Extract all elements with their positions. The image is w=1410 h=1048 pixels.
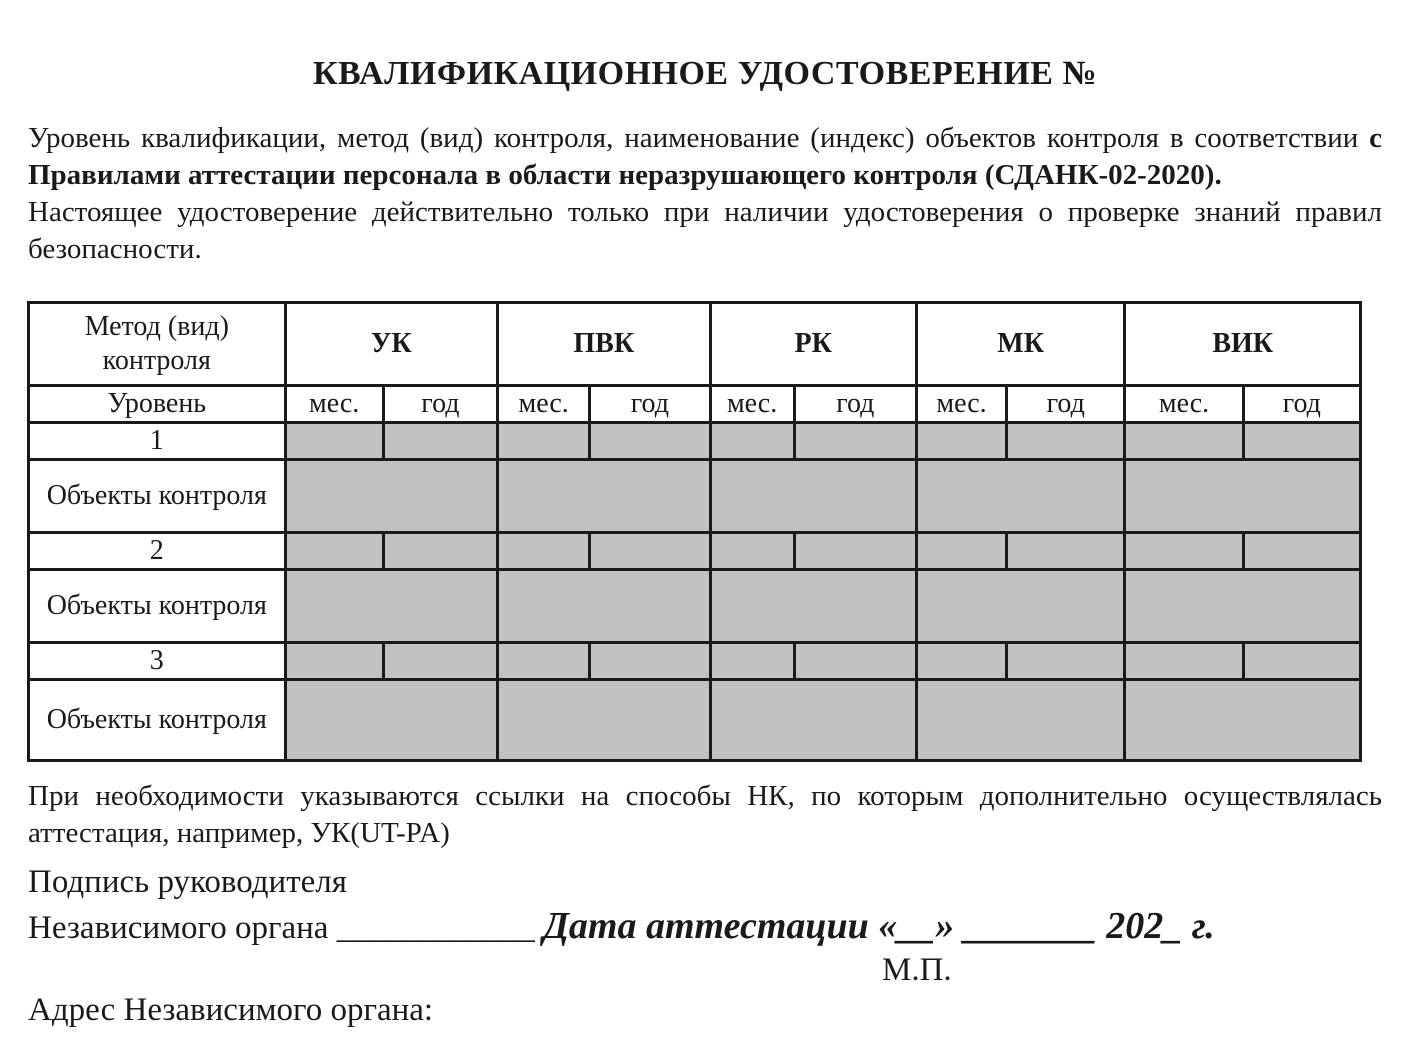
signature-label: Подпись руководителя (28, 864, 347, 900)
level-1-uk-month (285, 423, 383, 460)
level-1-mk-month (916, 423, 1006, 460)
level-1-objects-label: Объекты контроля (29, 460, 286, 533)
intro-paragraph-1 (28, 120, 1382, 194)
level-3-rk-month (710, 643, 794, 680)
level-header-cell: Уровень (29, 386, 286, 423)
signature-row (28, 906, 1398, 948)
level-3-uk-month (285, 643, 383, 680)
level-3-objects-row (29, 680, 1361, 761)
level-3-vik-month (1125, 643, 1243, 680)
level-1-pvk-objects (498, 460, 710, 533)
pvk-month-header: мес. (498, 386, 590, 423)
level-1-objects-row (29, 460, 1361, 533)
level-1-rk-year (794, 423, 916, 460)
level-3-pvk-month (498, 643, 590, 680)
independent-body-label: Независимого органа (28, 910, 329, 946)
level-1-pvk-year (590, 423, 710, 460)
level-1-rk-month (710, 423, 794, 460)
level-3-rk-objects (710, 680, 916, 761)
level-3-uk-year (383, 643, 497, 680)
level-2-mk-month (916, 533, 1006, 570)
level-3-mk-objects (916, 680, 1124, 761)
intro-paragraph-2: Настоящее удостоверение действительно только при наличии удостоверения о проверке знаний правил безопасности. (28, 196, 1382, 265)
mk-month-header: мес. (916, 386, 1006, 423)
level-2-vik-month (1125, 533, 1243, 570)
level-header-row (29, 386, 1361, 423)
level-3-pvk-objects (498, 680, 710, 761)
level-2-mk-year (1007, 533, 1125, 570)
method-vik: ВИК (1125, 303, 1361, 386)
level-3-mk-month (916, 643, 1006, 680)
level-1-uk-objects (285, 460, 497, 533)
level-2-pvk-month (498, 533, 590, 570)
level-2-objects-label: Объекты контроля (29, 570, 286, 643)
intro-bold: с Правилами аттестации персонала в области неразрушающего контроля (СДАНК-02-2020). (28, 122, 1382, 191)
method-header-row (29, 303, 1361, 386)
level-2-cell: 2 (29, 533, 286, 570)
pvk-year-header: год (590, 386, 710, 423)
level-2-row (29, 533, 1361, 570)
level-1-mk-objects (916, 460, 1124, 533)
method-header-cell: Метод (вид) контроля (29, 303, 286, 386)
level-3-rk-year (794, 643, 916, 680)
rk-year-header: год (794, 386, 916, 423)
qualification-table (27, 301, 1362, 762)
method-uk: УК (285, 303, 497, 386)
method-mk: МК (916, 303, 1124, 386)
level-2-pvk-year (590, 533, 710, 570)
level-2-rk-objects (710, 570, 916, 643)
level-1-pvk-month (498, 423, 590, 460)
level-1-vik-year (1243, 423, 1360, 460)
level-2-vik-objects (1125, 570, 1361, 643)
document-title: КВАЛИФИКАЦИОННОЕ УДОСТОВЕРЕНИЕ № (312, 55, 1098, 92)
level-3-pvk-year (590, 643, 710, 680)
level-1-rk-objects (710, 460, 916, 533)
rk-month-header: мес. (710, 386, 794, 423)
level-1-mk-year (1007, 423, 1125, 460)
level-2-rk-month (710, 533, 794, 570)
level-1-cell: 1 (29, 423, 286, 460)
note-text: При необходимости указываются ссылки на способы НК, по которым дополнительно осуществлялась аттестация, например, УК(UT-PA) (28, 780, 1382, 849)
mk-year-header: год (1007, 386, 1125, 423)
level-2-mk-objects (916, 570, 1124, 643)
level-2-uk-objects (285, 570, 497, 643)
level-2-rk-year (794, 533, 916, 570)
level-2-vik-year (1243, 533, 1360, 570)
level-1-vik-objects (1125, 460, 1361, 533)
intro-regular: Уровень квалификации, метод (вид) контроля, наименование (индекс) объектов контроля в соответствии (28, 122, 1370, 154)
level-2-uk-month (285, 533, 383, 570)
level-2-objects-row (29, 570, 1361, 643)
level-1-uk-year (383, 423, 497, 460)
level-1-row (29, 423, 1361, 460)
level-2-uk-year (383, 533, 497, 570)
uk-year-header: год (383, 386, 497, 423)
vik-month-header: мес. (1125, 386, 1243, 423)
attestation-date: Дата аттестации «__» _______ 202_ г. (542, 905, 1215, 947)
level-3-uk-objects (285, 680, 497, 761)
level-2-pvk-objects (498, 570, 710, 643)
level-3-mk-year (1007, 643, 1125, 680)
level-3-vik-year (1243, 643, 1360, 680)
level-3-vik-objects (1125, 680, 1361, 761)
signature-blank: ____________ (336, 910, 535, 946)
method-pvk: ПВК (498, 303, 710, 386)
level-1-vik-month (1125, 423, 1243, 460)
uk-month-header: мес. (285, 386, 383, 423)
level-3-row (29, 643, 1361, 680)
method-rk: РК (710, 303, 916, 386)
intro-text (28, 120, 1382, 268)
vik-year-header: год (1243, 386, 1360, 423)
level-3-cell: 3 (29, 643, 286, 680)
stamp-place: М.П. (882, 952, 952, 988)
address-label: Адрес Независимого органа: (28, 992, 434, 1028)
level-3-objects-label: Объекты контроля (29, 680, 286, 761)
